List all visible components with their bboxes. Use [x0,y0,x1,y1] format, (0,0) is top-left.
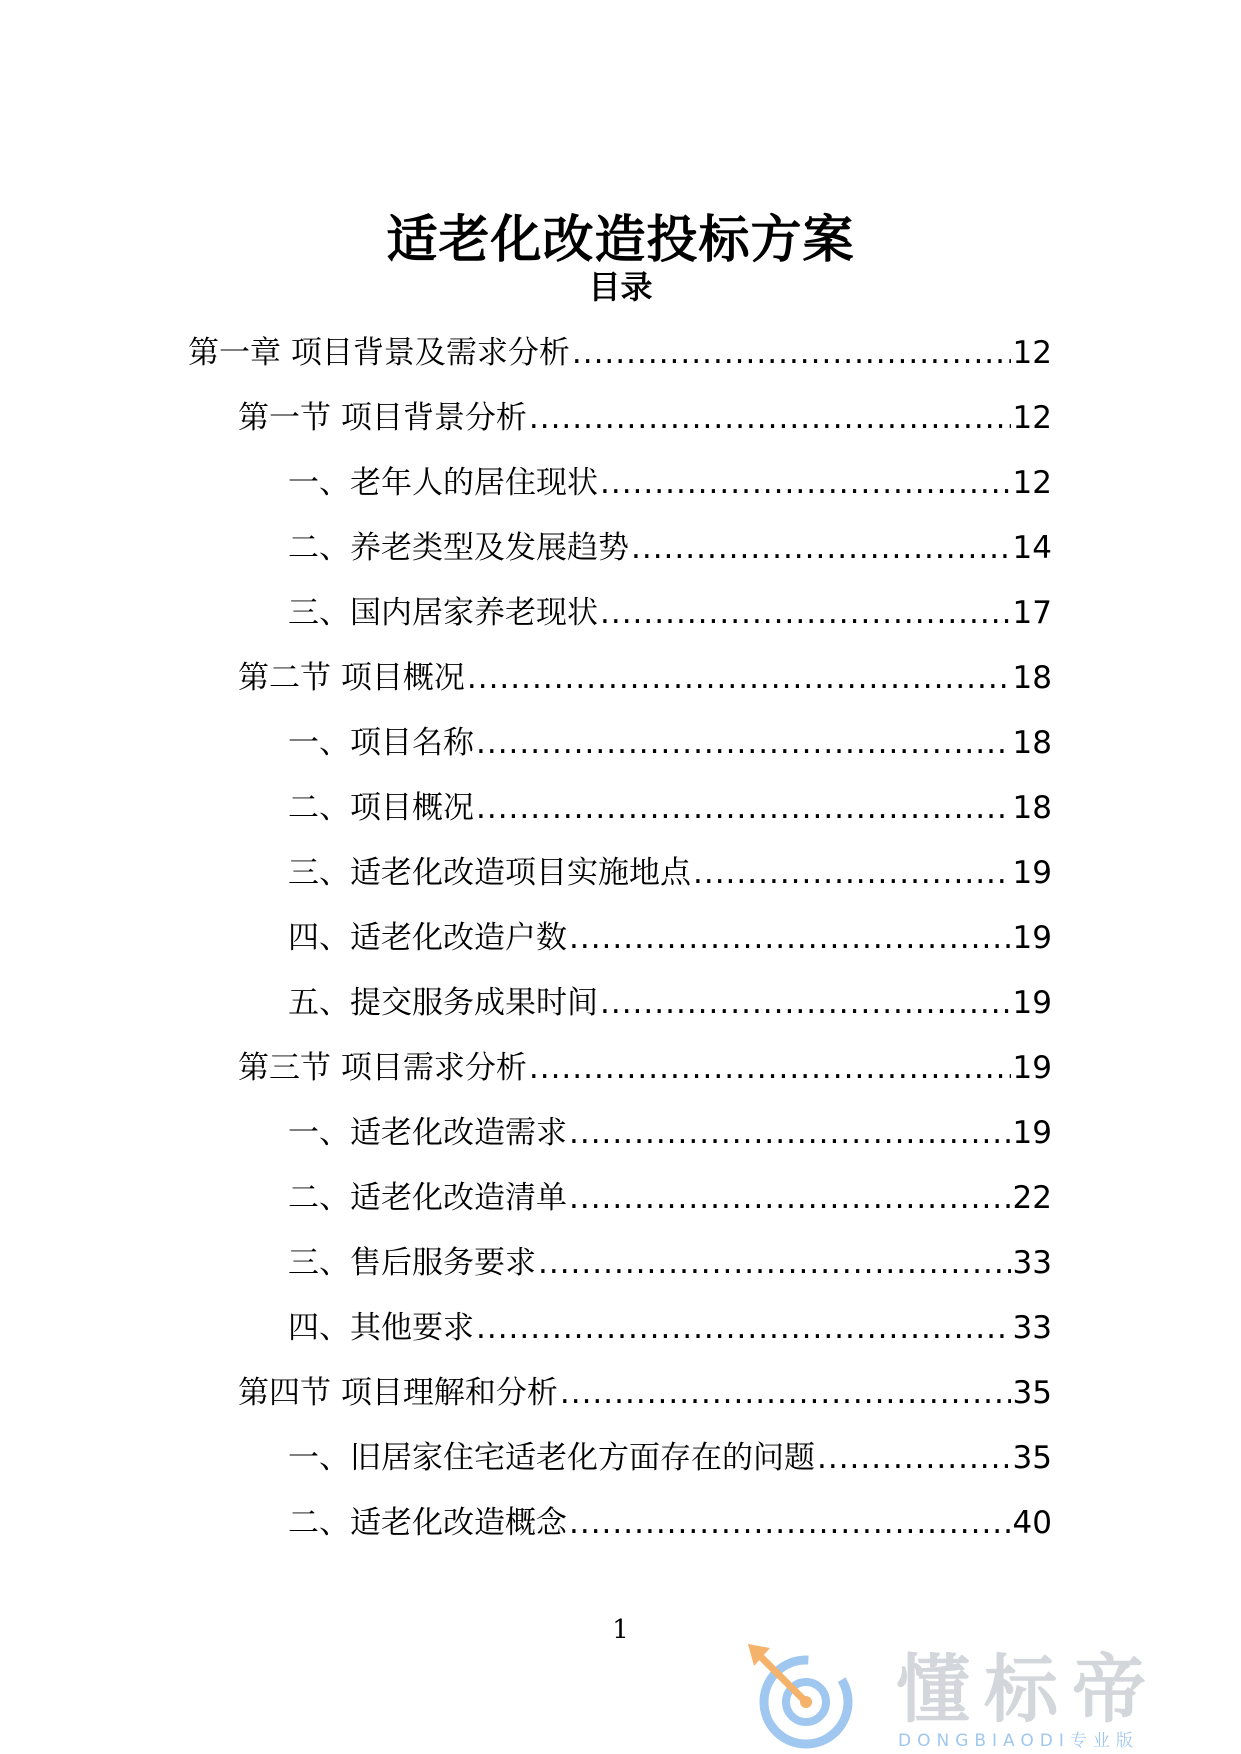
toc-entry-page: 12 [1012,335,1052,371]
toc-entry-page: 14 [1012,530,1052,566]
toc-entry-page: 12 [1012,400,1052,436]
toc-dot-leader [476,715,1011,771]
toc-dot-leader [572,325,1011,381]
toc-entry-label: 二、适老化改造清单 [288,1180,567,1216]
toc-heading: 目录 [588,268,653,306]
watermark-subtitle: DONGBIAODI专业版 [898,1731,1139,1751]
toc-entry-label: 一、老年人的居住现状 [288,465,598,501]
toc-entry-label: 一、旧居家住宅适老化方面存在的问题 [288,1440,815,1476]
toc-entry-page: 19 [1012,855,1052,891]
table-of-contents [0,325,1241,1560]
toc-entry-page: 17 [1012,595,1052,631]
toc-entry[interactable] [288,520,1052,585]
toc-entry[interactable] [288,1105,1052,1170]
toc-entry[interactable] [288,1300,1052,1365]
toc-entry-label: 五、提交服务成果时间 [288,985,598,1021]
toc-entry-label: 三、适老化改造项目实施地点 [288,855,691,891]
toc-entry-label: 第二节 项目概况 [238,660,465,696]
document-title: 适老化改造投标方案 [386,211,855,271]
toc-dot-leader [529,1040,1011,1096]
toc-entry[interactable] [288,780,1052,845]
toc-entry-label: 四、其他要求 [288,1310,474,1346]
toc-entry-page: 35 [1012,1440,1052,1476]
toc-dot-leader [600,455,1011,511]
toc-entry[interactable] [288,1430,1052,1495]
toc-dot-leader [817,1430,1011,1486]
toc-entry[interactable] [288,910,1052,975]
toc-entry-page: 12 [1012,465,1052,501]
toc-entry-label: 二、适老化改造概念 [288,1505,567,1541]
toc-entry-page: 22 [1012,1180,1052,1216]
toc-entry-label: 第一章 项目背景及需求分析 [188,335,570,371]
toc-dot-leader [569,1170,1011,1226]
toc-entry[interactable] [238,1040,1052,1105]
toc-entry-label: 第一节 项目背景分析 [238,400,527,436]
toc-entry-page: 33 [1012,1245,1052,1281]
watermark [746,1640,1216,1754]
toc-dot-leader [529,390,1011,446]
toc-dot-leader [467,650,1011,706]
toc-entry[interactable] [238,650,1052,715]
toc-entry-page: 35 [1012,1375,1052,1411]
toc-entry-page: 19 [1012,1050,1052,1086]
toc-entry[interactable] [288,1170,1052,1235]
toc-entry-label: 三、国内居家养老现状 [288,595,598,631]
toc-entry[interactable] [288,585,1052,650]
toc-dot-leader [600,975,1011,1031]
toc-entry[interactable] [238,390,1052,455]
toc-entry[interactable] [288,1495,1052,1560]
toc-entry-page: 19 [1012,985,1052,1021]
toc-dot-leader [631,520,1011,576]
toc-dot-leader [476,1300,1011,1356]
toc-entry-page: 19 [1012,1115,1052,1151]
toc-entry-label: 二、项目概况 [288,790,474,826]
toc-dot-leader [569,1495,1011,1551]
toc-dot-leader [538,1235,1011,1291]
toc-entry-page: 18 [1012,790,1052,826]
toc-entry-page: 19 [1012,920,1052,956]
page-number: 1 [612,1615,629,1645]
toc-entry[interactable] [288,455,1052,520]
toc-entry[interactable] [188,325,1052,390]
toc-dot-leader [693,845,1011,901]
toc-entry-label: 第三节 项目需求分析 [238,1050,527,1086]
toc-entry-label: 第四节 项目理解和分析 [238,1375,558,1411]
toc-entry-page: 40 [1012,1505,1052,1541]
toc-entry-label: 一、项目名称 [288,725,474,761]
toc-dot-leader [560,1365,1011,1421]
toc-dot-leader [569,910,1011,966]
toc-entry[interactable] [288,715,1052,780]
toc-entry[interactable] [288,845,1052,910]
toc-entry-label: 二、养老类型及发展趋势 [288,530,629,566]
target-arrow-icon [746,1640,864,1754]
toc-entry[interactable] [238,1365,1052,1430]
toc-dot-leader [476,780,1011,836]
toc-entry[interactable] [288,975,1052,1040]
toc-entry-label: 三、售后服务要求 [288,1245,536,1281]
toc-entry[interactable] [288,1235,1052,1300]
toc-dot-leader [600,585,1011,641]
watermark-brand: 懂标帝 [896,1647,1160,1733]
toc-entry-label: 一、适老化改造需求 [288,1115,567,1151]
toc-entry-page: 18 [1012,660,1052,696]
toc-entry-page: 18 [1012,725,1052,761]
toc-dot-leader [569,1105,1011,1161]
toc-entry-label: 四、适老化改造户数 [288,920,567,956]
toc-entry-page: 33 [1012,1310,1052,1346]
